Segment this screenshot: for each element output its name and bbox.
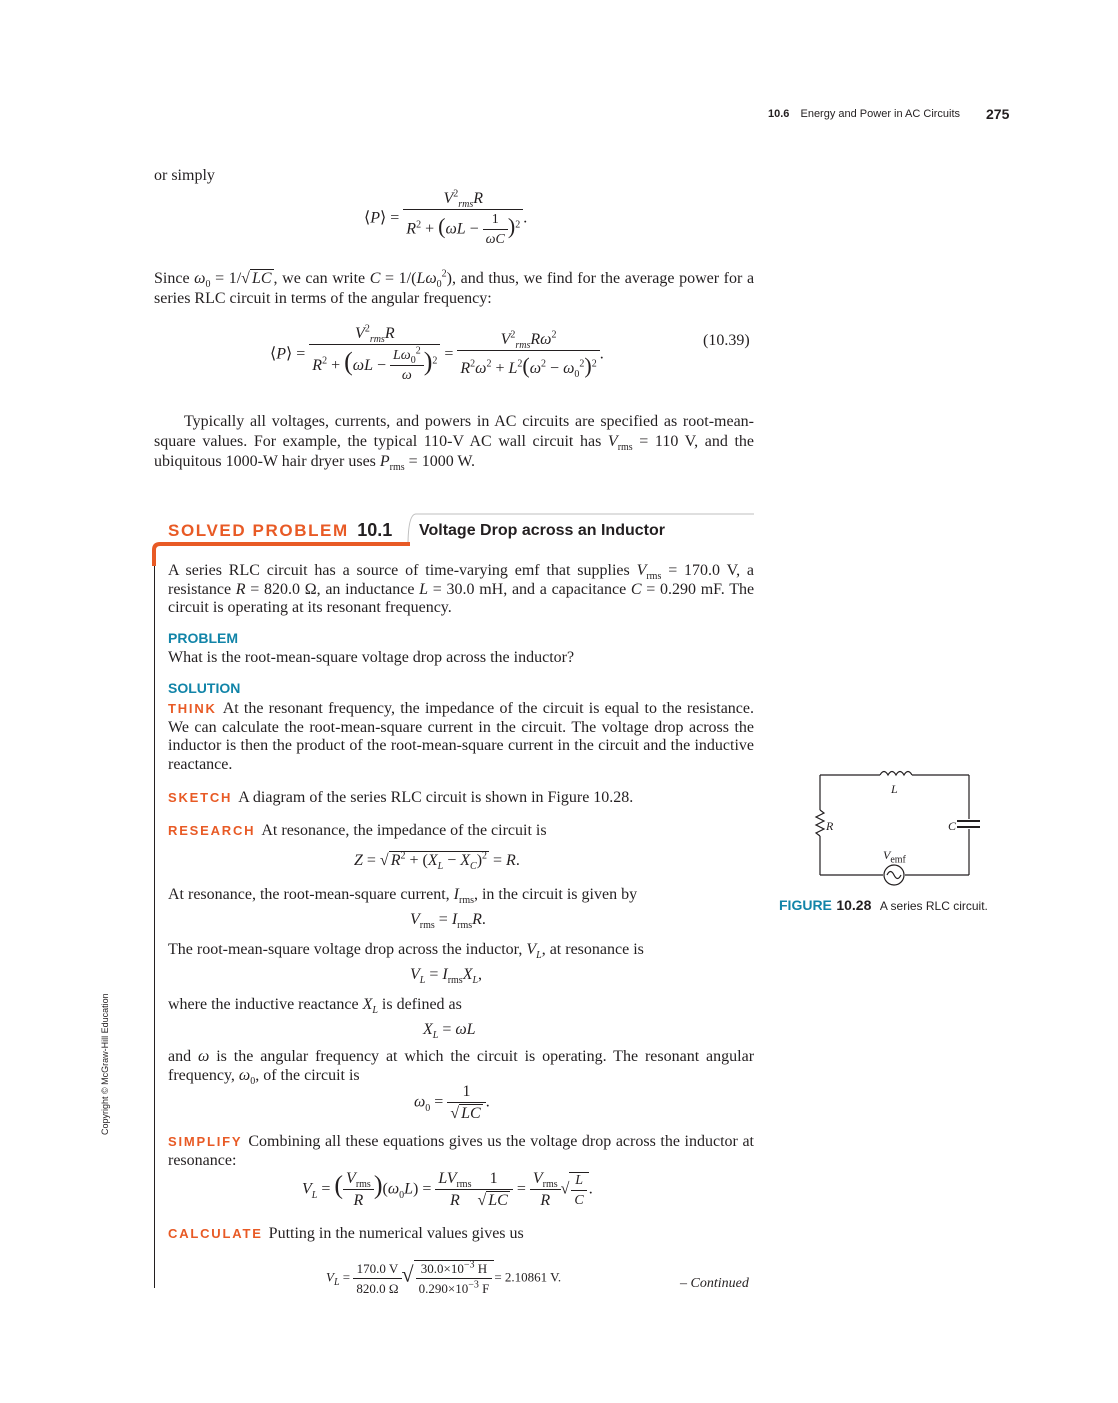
simplify-step: SIMPLIFY Combining all these equations gives us the voltage drop across the inductor at resonance:: [168, 1133, 754, 1169]
simplify-label: SIMPLIFY: [168, 1134, 243, 1149]
research-current-text: At resonance, the root-mean-square current, $I_{rms}$, in the circuit is given by: [168, 886, 638, 907]
research-voltage-text: The root-mean-square voltage drop across the inductor, $V_L$, at resonance is: [168, 941, 644, 962]
reactance-equation: $X_L = \omega L$: [423, 1021, 476, 1042]
calculated-equation: $V_L$ = $\frac{170.0 V}{820.0 \Omega}$ √ $\frac{30.0\times 10^{-3} H}{0.290\times 10^{-3} F}$ = 2.10861 V.: [326, 1259, 562, 1296]
figure-caption: FIGURE 10.28 A series RLC circuit.: [779, 897, 988, 913]
problem-question: What is the root-mean-square voltage drop across the inductor?: [168, 649, 575, 666]
power-equation-simple: ⟨P⟩ = $V^2_{rms}R$ $R^2 + (\omega L$ − $\frac{1}{\omega C}$ )$^2$ .: [364, 188, 528, 247]
solved-problem-label: SOLVED PROBLEM 10.1: [168, 520, 393, 540]
problem-statement: A series RLC circuit has a source of time-varying emf that supplies $V_{rms} = 170.0$ V, a resistance R = 820.0 Ω, an inductance L = 30.0 mH, and a capacitance C = 0.290 mF. The circuit is operating at its resonant frequency.: [168, 562, 755, 616]
think-step: THINK At the resonant frequency, the impedance of the circuit is equal to the resistance. We can calculate the root-mean-square current in the circuit. The voltage drop across the inductor is then the product of the root-mean-square current in the circuit and the inductive reactance.: [168, 700, 754, 773]
running-header: [768, 108, 960, 120]
capacitor-label: C: [948, 819, 957, 833]
continued-note: – Continued: [680, 1276, 749, 1291]
equation-number: (10.39): [703, 332, 750, 349]
impedance-equation: Z = √ $R^2 + (X_L - X_C)^2 = R$.: [354, 850, 520, 873]
sketch-step: SKETCH A diagram of the series RLC circuit is shown in Figure 10.28.: [168, 789, 634, 806]
simplified-equation: $V_L$ = ( $\frac{V_{rms}}{R}$ )$(\omega_0L)$ = $\frac{LV_{rms}}{R}$ $\frac{1}{√ LC}$ = $\frac{V_{rms}}{R}$ √ $\frac{L}{C}$ .: [302, 1170, 593, 1209]
or-simply-text: or simply: [154, 167, 215, 184]
solved-problem-rule: [154, 566, 155, 1288]
source-label: $V_{emf}$: [883, 848, 906, 866]
solved-problem-title: Voltage Drop across an Inductor: [419, 522, 665, 539]
section-number: 10.6: [768, 108, 790, 120]
research-reactance-text: where the inductive reactance $X_L$ is defined as: [168, 996, 462, 1017]
problem-heading: PROBLEM: [168, 630, 238, 646]
calculate-label: CALCULATE: [168, 1226, 263, 1241]
copyright-note: Copyright © McGraw-Hill Education: [100, 993, 110, 1135]
ohm-equation: $V_{rms} = I_{rms}R$.: [410, 911, 486, 932]
think-label: THINK: [168, 701, 217, 716]
research-step: RESEARCH At resonance, the impedance of the circuit is: [168, 822, 547, 839]
resistor-label: R: [826, 819, 834, 833]
sketch-label: SKETCH: [168, 790, 233, 805]
section-title: Energy and Power in AC Circuits: [800, 108, 961, 120]
power-equation-angular: ⟨P⟩ = $V^2_{rms}R$ $R^2 + (\omega L$ − $\frac{L\omega_0^2}{\omega}$ )$^2$ = $\frac{V^2_{rms}R\omega^2}{R^2\omega^2 + L^2(\omega^2 - \omega_0^2)^2}$ .: [270, 323, 604, 384]
research-frequency-text: and ω is the angular frequency at which the circuit is operating. The resonant angular frequency, $\omega_0$, of the circuit is: [168, 1048, 755, 1087]
inductor-coil: [880, 772, 912, 776]
solution-heading: SOLUTION: [168, 680, 241, 696]
inductor-label: L: [891, 782, 898, 796]
typically-paragraph: Typically all voltages, currents, and powers in AC circuits are specified as root-mean-square values. For example, the typical 110-V AC wall circuit has $V_{rms} = 110$ V, and the ubiquitous 1000-W hair dryer uses $P_{rms} = 1000$ W.: [154, 413, 755, 474]
resistor-zigzag: [816, 810, 824, 836]
page-number: 275: [986, 106, 1010, 122]
calculate-step: CALCULATE Putting in the numerical values gives us: [168, 1225, 524, 1242]
since-paragraph: Since $\omega_0 = 1/√$ LC , we can write $C = 1/(L\omega_0^2)$, and thus, we find for the average power for a series RLC circuit in terms of the angular frequency:: [154, 268, 755, 307]
research-label: RESEARCH: [168, 823, 256, 838]
inductor-voltage-equation: $V_L = I_{rms}X_L$,: [410, 966, 483, 987]
resonant-frequency-equation: $\omega_0$ = $\frac{1}{√ LC}$ .: [414, 1083, 490, 1122]
